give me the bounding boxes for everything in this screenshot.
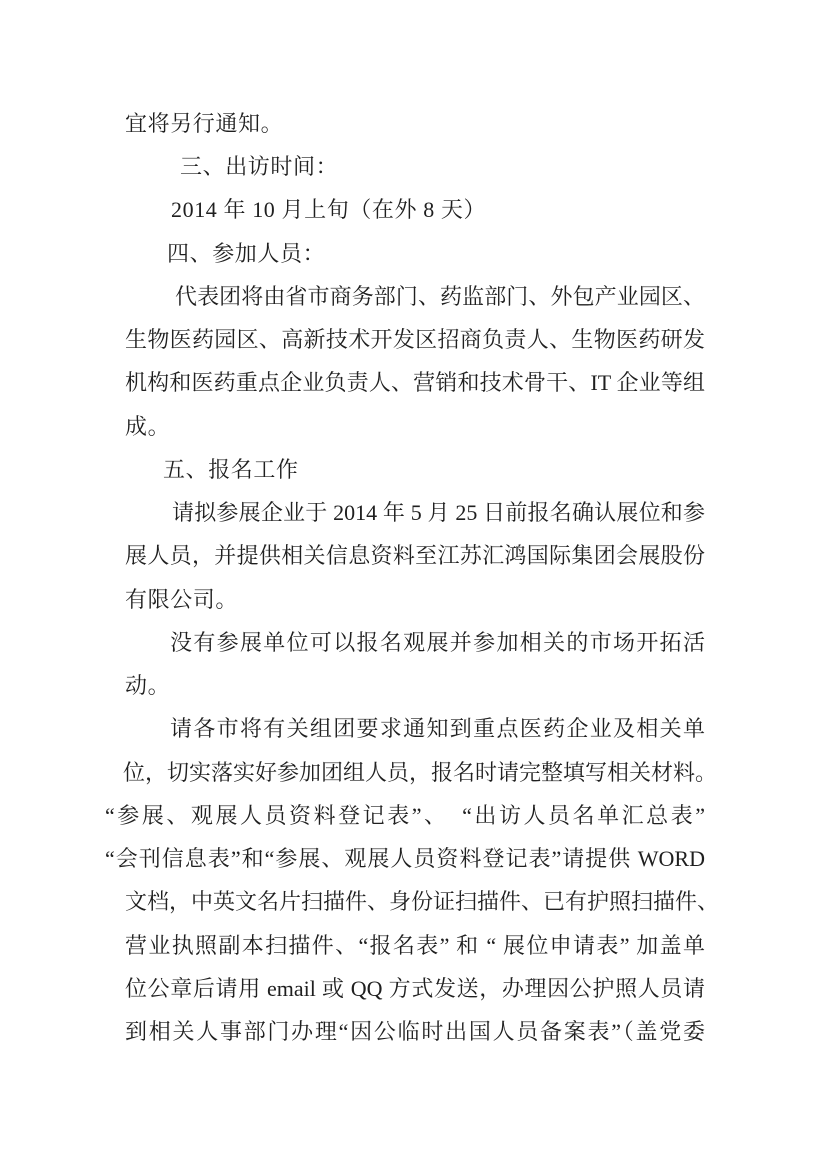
text-line: “会刊信息表”和“参展、观展人员资料登记表”请提供 WORD [105, 846, 705, 871]
text-line: 到相关人事部门办理“因公临时出国人员备案表”（盖党委 [125, 1019, 705, 1044]
text-line: 成。 [125, 414, 171, 439]
section-heading-3: 三、出访时间： [180, 154, 339, 179]
text-line: 宜将另行通知。 [125, 111, 284, 136]
text-line: 展人员，并提供相关信息资料至江苏汇鸿国际集团会展股份 [125, 543, 705, 568]
text-line: 有限公司。 [125, 587, 239, 612]
text-line: “参展、观展人员资料登记表”、 “出访人员名单汇总表” [105, 803, 705, 828]
text-line: 位公章后请用 email 或 QQ 方式发送，办理因公护照人员请 [125, 976, 705, 1001]
text-line: 机构和医药重点企业负责人、营销和技术骨干、IT 企业等组 [125, 370, 705, 395]
text-line: 2014 年 10 月上旬（在外 8 天） [171, 197, 487, 222]
text-line: 请各市将有关组团要求通知到重点医药企业及相关单 [170, 716, 705, 741]
section-heading-4: 四、参加人员： [167, 241, 326, 266]
text-line: 请拟参展企业于 2014 年 5 月 25 日前报名确认展位和参 [172, 500, 705, 525]
text-line: 动。 [125, 673, 171, 698]
text-line: 文档，中英文名片扫描件、身份证扫描件、已有护照扫描件、 [125, 889, 720, 914]
text-line: 生物医药园区、高新技术开发区招商负责人、生物医药研发 [125, 327, 705, 352]
text-line: 没有参展单位可以报名观展并参加相关的市场开拓活 [170, 630, 705, 655]
text-line: 位，切实落实好参加团组人员，报名时请完整填写相关材料。 [123, 760, 718, 785]
section-heading-5: 五、报名工作 [163, 457, 299, 482]
text-line: 营业执照副本扫描件、“报名表” 和 “ 展位申请表” 加盖单 [125, 933, 705, 958]
text-line: 代表团将由省市商务部门、药监部门、外包产业园区、 [175, 284, 705, 309]
